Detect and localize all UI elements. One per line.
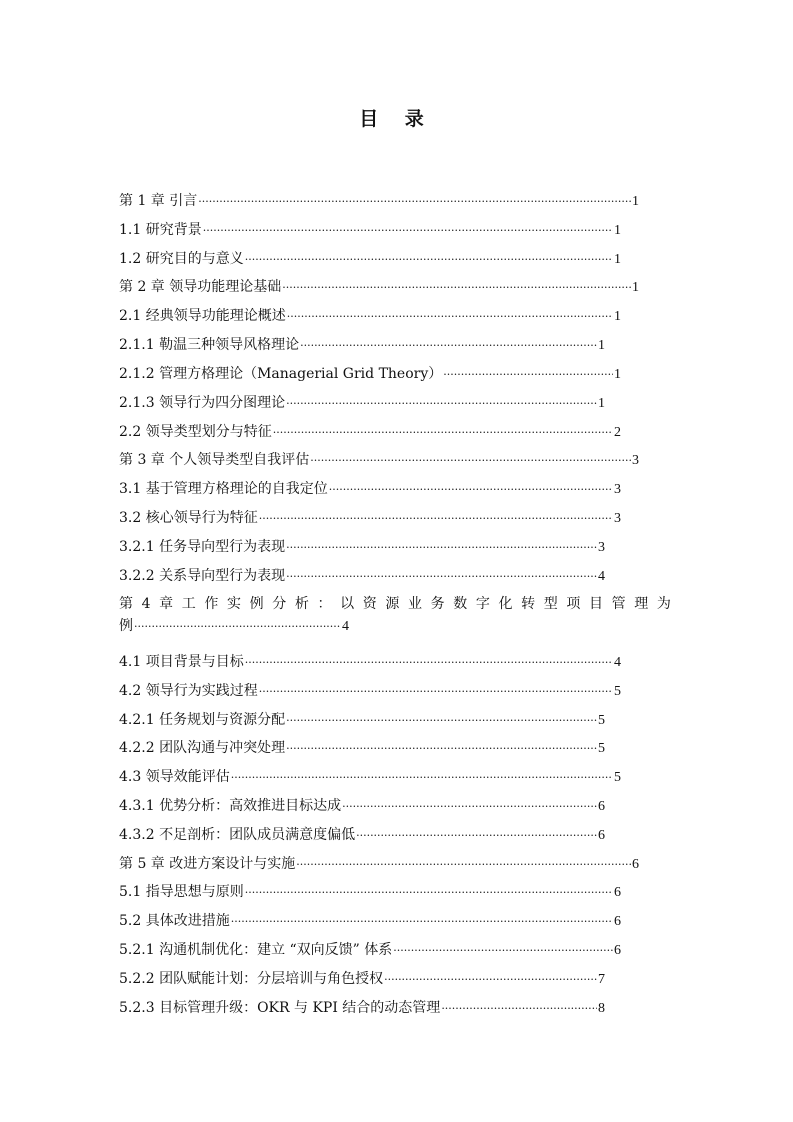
toc-entry-char: 化 xyxy=(498,596,513,613)
toc-entry-page: 8 xyxy=(598,1000,605,1016)
toc-entry-label: 2.2 领导类型划分与特征 xyxy=(119,423,272,440)
toc-entry-page: 4 xyxy=(614,654,621,670)
toc-entry-page: 1 xyxy=(598,338,605,354)
toc-entry-page: 1 xyxy=(614,222,621,238)
table-of-contents xyxy=(119,190,679,1026)
toc-entry[interactable] xyxy=(119,824,679,853)
toc-entry-label: 5.2.3 目标管理升级：OKR 与 KPI 结合的动态管理 xyxy=(119,999,441,1016)
toc-entry-char: ： xyxy=(317,596,332,613)
toc-entry[interactable] xyxy=(119,766,679,795)
toc-entry[interactable] xyxy=(119,680,679,709)
toc-leader-dots xyxy=(286,393,597,415)
toc-entry-label: 3.2 核心领导行为特征 xyxy=(119,509,258,526)
toc-entry[interactable] xyxy=(119,190,679,219)
toc-leader-dots xyxy=(356,825,597,847)
toc-entry-page: 6 xyxy=(614,943,621,959)
toc-entry-label: 1.1 研究背景 xyxy=(119,221,202,238)
toc-leader-dots xyxy=(310,450,631,472)
toc-leader-dots xyxy=(198,191,631,213)
toc-entry-page: 1 xyxy=(614,251,621,267)
toc-entry[interactable] xyxy=(119,507,679,536)
toc-entry-char: 资 xyxy=(362,596,377,613)
toc-leader-dots xyxy=(441,998,597,1020)
toc-entry-label: 3.1 基于管理方格理论的自我定位 xyxy=(119,481,328,498)
toc-entry-label: 4.3.1 优势分析：高效推进目标达成 xyxy=(119,798,342,815)
toc-leader-dots xyxy=(287,306,613,328)
toc-entry-page: 6 xyxy=(614,914,621,930)
toc-entry-page: 6 xyxy=(598,827,605,843)
toc-entry-char: 源 xyxy=(385,596,400,613)
toc-entry-label: 5.1 指导思想与原则 xyxy=(119,884,244,901)
toc-entry-label: 4.2.1 任务规划与资源分配 xyxy=(119,711,286,728)
toc-entry[interactable] xyxy=(119,305,679,334)
toc-entry-page: 6 xyxy=(614,885,621,901)
toc-leader-dots xyxy=(231,911,613,933)
toc-leader-dots xyxy=(296,854,631,876)
toc-entry[interactable] xyxy=(119,276,679,305)
toc-entry-label: 4.1 项目背景与目标 xyxy=(119,653,244,670)
toc-entry[interactable] xyxy=(119,536,679,565)
toc-leader-dots xyxy=(443,364,613,386)
toc-leader-dots xyxy=(342,796,597,818)
toc-entry[interactable] xyxy=(119,651,679,680)
toc-entry-char: 管 xyxy=(611,596,626,613)
toc-entry-char: 例 xyxy=(249,596,264,613)
toc-leader-dots xyxy=(300,335,597,357)
toc-entry-page: 3 xyxy=(632,453,639,469)
toc-entry-page: 4 xyxy=(598,568,605,584)
toc-entry-char: 第 xyxy=(119,596,133,613)
toc-entry[interactable] xyxy=(119,737,679,766)
toc-leader-dots xyxy=(231,767,613,789)
toc-leader-dots xyxy=(286,566,597,588)
toc-entry-page: 6 xyxy=(598,799,605,815)
toc-entry-label: 第 1 章 引言 xyxy=(119,193,198,209)
toc-entry-char: 4 xyxy=(141,596,151,613)
toc-entry-page: 3 xyxy=(614,510,621,526)
toc-leader-dots xyxy=(393,940,613,962)
toc-entry-char: 转 xyxy=(521,596,536,613)
toc-leader-dots xyxy=(134,616,341,638)
toc-entry-char: 析 xyxy=(294,596,309,613)
toc-entry[interactable] xyxy=(119,219,679,248)
toc-leader-dots xyxy=(286,738,597,760)
toc-entry-char: 务 xyxy=(430,596,445,613)
toc-entry-label: 3.2.1 任务导向型行为表现 xyxy=(119,538,286,555)
toc-entry-label: 2.1.3 领导行为四分图理论 xyxy=(119,394,286,411)
toc-leader-dots xyxy=(286,537,597,559)
toc-leader-dots xyxy=(259,681,613,703)
toc-leader-dots xyxy=(245,882,613,904)
toc-entry-label: 3.2.2 关系导向型行为表现 xyxy=(119,567,286,584)
toc-leader-dots xyxy=(203,220,613,242)
toc-entry-char: 章 xyxy=(159,596,174,613)
toc-entry-page: 3 xyxy=(614,482,621,498)
toc-entry-char: 工 xyxy=(181,596,196,613)
toc-entry[interactable] xyxy=(119,910,679,939)
toc-entry-char: 作 xyxy=(204,596,219,613)
toc-entry-page: 1 xyxy=(598,395,605,411)
toc-entry[interactable] xyxy=(119,997,679,1026)
toc-entry-page: 1 xyxy=(632,194,639,209)
toc-leader-dots xyxy=(259,508,613,530)
toc-entry[interactable] xyxy=(119,449,679,478)
toc-entry-char: 实 xyxy=(227,596,242,613)
toc-entry[interactable] xyxy=(119,709,679,738)
toc-entry-char: 目 xyxy=(589,596,604,613)
toc-entry-chapter-4[interactable] xyxy=(119,593,679,651)
toc-entry-page: 4 xyxy=(342,619,349,635)
toc-title: 目 录 xyxy=(359,108,434,130)
toc-entry-label: 2.1 经典领导功能理论概述 xyxy=(119,308,286,325)
toc-entry-page: 7 xyxy=(598,971,605,987)
toc-leader-dots xyxy=(245,249,613,271)
toc-entry-label: 第 2 章 领导功能理论基础 xyxy=(119,279,282,296)
toc-entry-page: 3 xyxy=(598,539,605,555)
toc-entry[interactable] xyxy=(119,334,679,363)
toc-entry[interactable] xyxy=(119,795,679,824)
toc-entry[interactable] xyxy=(119,881,679,910)
toc-entry[interactable] xyxy=(119,248,679,277)
toc-entry-label: 5.2 具体改进措施 xyxy=(119,913,230,930)
toc-entry[interactable] xyxy=(119,421,679,450)
toc-entry[interactable] xyxy=(119,968,679,997)
toc-entry-label: 第 3 章 个人领导类型自我评估 xyxy=(119,452,310,469)
toc-entry-label: 4.2 领导行为实践过程 xyxy=(119,682,258,699)
toc-leader-dots xyxy=(245,652,613,674)
toc-entry-page: 6 xyxy=(632,856,639,872)
toc-entry-page: 5 xyxy=(614,770,621,786)
toc-entry-char: 字 xyxy=(475,596,490,613)
toc-leader-dots xyxy=(384,969,597,991)
toc-entry-label: 4.3 领导效能评估 xyxy=(119,769,230,786)
toc-entry-page: 5 xyxy=(614,683,621,699)
toc-entry-page: 5 xyxy=(598,712,605,728)
toc-entry-label: 2.1.2 管理方格理论（Managerial Grid Theory） xyxy=(119,365,443,382)
toc-entry[interactable] xyxy=(119,363,679,392)
toc-entry-label: 4.3.2 不足剖析：团队成员满意度偏低 xyxy=(119,826,356,843)
toc-leader-dots xyxy=(273,422,613,444)
toc-entry-line1 xyxy=(119,593,671,615)
toc-entry[interactable] xyxy=(119,565,679,594)
toc-entry-label: 例 xyxy=(119,618,133,635)
toc-entry-char: 分 xyxy=(272,596,287,613)
toc-entry-char: 业 xyxy=(408,596,423,613)
toc-entry-label: 2.1.1 勒温三种领导风格理论 xyxy=(119,337,300,354)
toc-entry-char: 为 xyxy=(656,596,671,613)
toc-entry-page: 5 xyxy=(598,741,605,757)
toc-entry-char: 以 xyxy=(340,596,355,613)
toc-entry[interactable] xyxy=(119,853,679,882)
toc-entry-page: 1 xyxy=(632,280,639,296)
toc-entry-page: 2 xyxy=(614,424,621,440)
toc-entry-label: 1.2 研究目的与意义 xyxy=(119,250,244,267)
toc-leader-dots xyxy=(282,277,631,299)
toc-entry-char: 型 xyxy=(543,596,558,613)
toc-entry-page: 1 xyxy=(614,366,621,382)
toc-entry-label: 4.2.2 团队沟通与冲突处理 xyxy=(119,740,286,757)
toc-leader-dots xyxy=(286,710,597,732)
toc-entry-char: 数 xyxy=(453,596,468,613)
toc-entry-page: 1 xyxy=(614,309,621,325)
toc-entry[interactable] xyxy=(119,939,679,968)
toc-leader-dots xyxy=(329,479,613,501)
toc-entry[interactable] xyxy=(119,392,679,421)
toc-entry-char: 项 xyxy=(566,596,581,613)
toc-entry-char: 理 xyxy=(634,596,649,613)
toc-entry-label: 5.2.1 沟通机制优化：建立 “双向反馈” 体系 xyxy=(119,942,393,959)
toc-entry[interactable] xyxy=(119,478,679,507)
toc-entry-label: 第 5 章 改进方案设计与实施 xyxy=(119,855,296,872)
toc-entry-label: 5.2.2 团队赋能计划：分层培训与角色授权 xyxy=(119,970,384,987)
